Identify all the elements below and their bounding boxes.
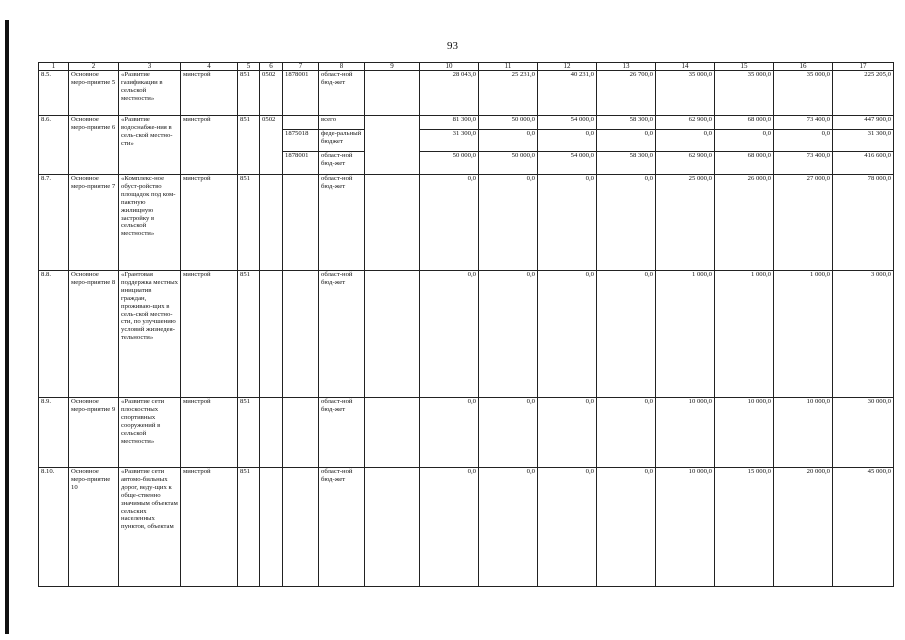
- amount-cell: 10 000,0: [656, 398, 715, 468]
- grbs-code-cell: 851: [238, 468, 260, 587]
- amount-cell: 58 300,0: [597, 152, 656, 175]
- amount-cell: 0,0: [479, 175, 538, 271]
- amount-cell: 0,0: [597, 175, 656, 271]
- amount-cell: 50 000,0: [420, 152, 479, 175]
- column-header: 6: [260, 63, 283, 71]
- amount-cell: 0,0: [538, 271, 597, 398]
- amount-cell: 26 700,0: [597, 71, 656, 116]
- measure-type-cell: Основное меро-приятие 9: [69, 398, 119, 468]
- table-row: [39, 71, 894, 116]
- column-header: 3: [119, 63, 181, 71]
- table-row: [39, 175, 894, 271]
- executor-cell: минстрой: [181, 71, 238, 116]
- column-header: 13: [597, 63, 656, 71]
- amount-cell: 10 000,0: [774, 398, 833, 468]
- rzpr-code-cell: [260, 398, 283, 468]
- amount-cell: 0,0: [597, 398, 656, 468]
- amount-cell: 0,0: [479, 398, 538, 468]
- amount-cell: 1 000,0: [656, 271, 715, 398]
- csr-code-cell: [283, 468, 319, 587]
- amount-cell: 28 043,0: [420, 71, 479, 116]
- item-number-cell: 8.6.: [39, 116, 69, 175]
- column-header: 8: [319, 63, 365, 71]
- amount-cell: 62 900,0: [656, 152, 715, 175]
- empty-column-9-cell: [365, 271, 420, 398]
- grbs-code-cell: 851: [238, 398, 260, 468]
- amount-cell: 54 000,0: [538, 152, 597, 175]
- measure-type-cell: Основное меро-приятие 5: [69, 71, 119, 116]
- table-row: [39, 398, 894, 468]
- empty-column-9-cell: [365, 71, 420, 116]
- measure-name-cell: «Развитие газификации в сельской местности»: [119, 71, 181, 116]
- column-header: 12: [538, 63, 597, 71]
- grbs-code-cell: 851: [238, 175, 260, 271]
- funding-source-cell: област-ной бюд-жет: [319, 175, 365, 271]
- amount-cell: 31 300,0: [420, 130, 479, 152]
- column-number-header: [39, 63, 894, 71]
- amount-cell: 68 000,0: [715, 116, 774, 130]
- rzpr-code-cell: [260, 271, 283, 398]
- page-number: 93: [447, 40, 458, 52]
- table-row: [39, 116, 894, 130]
- column-header: 5: [238, 63, 260, 71]
- amount-cell: 0,0: [479, 271, 538, 398]
- amount-cell: 73 400,0: [774, 116, 833, 130]
- amount-cell: 0,0: [538, 130, 597, 152]
- amount-cell: 0,0: [715, 130, 774, 152]
- amount-cell: 0,0: [479, 468, 538, 587]
- column-header: 16: [774, 63, 833, 71]
- funding-source-cell: област-ной бюд-жет: [319, 398, 365, 468]
- grbs-code-cell: 851: [238, 71, 260, 116]
- amount-cell: 27 000,0: [774, 175, 833, 271]
- amount-cell: 35 000,0: [715, 71, 774, 116]
- amount-cell: 0,0: [479, 130, 538, 152]
- amount-cell: 54 000,0: [538, 116, 597, 130]
- measure-name-cell: «Развитие водоснабже-ния в сель-ской местно-сти»: [119, 116, 181, 175]
- rzpr-code-cell: [260, 468, 283, 587]
- executor-cell: минстрой: [181, 116, 238, 175]
- funding-source-cell: област-ной бюд-жет: [319, 152, 365, 175]
- column-header: 10: [420, 63, 479, 71]
- executor-cell: минстрой: [181, 175, 238, 271]
- amount-cell: 30 000,0: [833, 398, 894, 468]
- measure-name-cell: «Развитие сети плоскостных спортивных сооружений в сельской местности»: [119, 398, 181, 468]
- column-header: 7: [283, 63, 319, 71]
- amount-cell: 3 000,0: [833, 271, 894, 398]
- funding-source-cell: феде-ральный бюджет: [319, 130, 365, 152]
- amount-cell: 31 300,0: [833, 130, 894, 152]
- measure-type-cell: Основное меро-приятие 8: [69, 271, 119, 398]
- measure-name-cell: «Развитие сети автомо-бильных дорог, веду-щих к обще-ственно значимым объектам сельских населенных пунктов, объектам: [119, 468, 181, 587]
- amount-cell: 35 000,0: [774, 71, 833, 116]
- amount-cell: 0,0: [538, 398, 597, 468]
- amount-cell: 0,0: [538, 175, 597, 271]
- csr-code-cell: 1878001: [283, 152, 319, 175]
- amount-cell: 15 000,0: [715, 468, 774, 587]
- amount-cell: 0,0: [420, 271, 479, 398]
- funding-source-cell: област-ной бюд-жет: [319, 468, 365, 587]
- column-header: 15: [715, 63, 774, 71]
- amount-cell: 0,0: [597, 130, 656, 152]
- amount-cell: 0,0: [420, 398, 479, 468]
- amount-cell: 447 900,0: [833, 116, 894, 130]
- amount-cell: 0,0: [597, 271, 656, 398]
- item-number-cell: 8.8.: [39, 271, 69, 398]
- measure-type-cell: Основное меро-приятие 7: [69, 175, 119, 271]
- csr-code-cell: [283, 116, 319, 130]
- empty-column-9-cell: [365, 175, 420, 271]
- amount-cell: 50 000,0: [479, 116, 538, 130]
- amount-cell: 62 900,0: [656, 116, 715, 130]
- item-number-cell: 8.9.: [39, 398, 69, 468]
- amount-cell: 10 000,0: [656, 468, 715, 587]
- funding-source-cell: област-ной бюд-жет: [319, 71, 365, 116]
- rzpr-code-cell: 0502: [260, 71, 283, 116]
- grbs-code-cell: 851: [238, 116, 260, 175]
- csr-code-cell: [283, 271, 319, 398]
- amount-cell: 0,0: [420, 175, 479, 271]
- table-row: [39, 271, 894, 398]
- csr-code-cell: 1878001: [283, 71, 319, 116]
- item-number-cell: 8.5.: [39, 71, 69, 116]
- amount-cell: 45 000,0: [833, 468, 894, 587]
- column-header: 14: [656, 63, 715, 71]
- measure-name-cell: «Комплекс-ное обуст-ройство площадок под ком-пактную жилищную застройку в сельской местности»: [119, 175, 181, 271]
- amount-cell: 25 231,0: [479, 71, 538, 116]
- rzpr-code-cell: [260, 175, 283, 271]
- measure-type-cell: Основное меро-приятие 10: [69, 468, 119, 587]
- executor-cell: минстрой: [181, 398, 238, 468]
- amount-cell: 50 000,0: [479, 152, 538, 175]
- amount-cell: 225 205,0: [833, 71, 894, 116]
- column-header: 9: [365, 63, 420, 71]
- column-header: 1: [39, 63, 69, 71]
- amount-cell: 35 000,0: [656, 71, 715, 116]
- funding-source-cell: област-ной бюд-жет: [319, 271, 365, 398]
- measure-type-cell: Основное меро-приятие 6: [69, 116, 119, 175]
- csr-code-cell: [283, 398, 319, 468]
- budget-table: [38, 62, 894, 587]
- amount-cell: 10 000,0: [715, 398, 774, 468]
- amount-cell: 25 000,0: [656, 175, 715, 271]
- column-header: 11: [479, 63, 538, 71]
- funding-source-cell: всего: [319, 116, 365, 130]
- measure-name-cell: «Грантовая поддержка местных инициатив граждан, проживаю-щих в сель-ской местно-сти, по улучшению условий жизнедея-тельности»: [119, 271, 181, 398]
- table-row: [39, 468, 894, 587]
- amount-cell: 68 000,0: [715, 152, 774, 175]
- amount-cell: 0,0: [538, 468, 597, 587]
- amount-cell: 26 000,0: [715, 175, 774, 271]
- empty-column-9-cell: [365, 468, 420, 587]
- empty-column-9-cell: [365, 116, 420, 175]
- csr-code-cell: 1875018: [283, 130, 319, 152]
- column-header: 17: [833, 63, 894, 71]
- amount-cell: 78 000,0: [833, 175, 894, 271]
- amount-cell: 20 000,0: [774, 468, 833, 587]
- amount-cell: 40 231,0: [538, 71, 597, 116]
- amount-cell: 73 400,0: [774, 152, 833, 175]
- amount-cell: 0,0: [597, 468, 656, 587]
- item-number-cell: 8.7.: [39, 175, 69, 271]
- amount-cell: 0,0: [774, 130, 833, 152]
- rzpr-code-cell: 0502: [260, 116, 283, 175]
- amount-cell: 416 600,0: [833, 152, 894, 175]
- item-number-cell: 8.10.: [39, 468, 69, 587]
- column-header: 2: [69, 63, 119, 71]
- column-header: 4: [181, 63, 238, 71]
- amount-cell: 0,0: [656, 130, 715, 152]
- scan-binding-edge: [5, 20, 9, 634]
- amount-cell: 81 300,0: [420, 116, 479, 130]
- amount-cell: 58 300,0: [597, 116, 656, 130]
- executor-cell: минстрой: [181, 468, 238, 587]
- amount-cell: 0,0: [420, 468, 479, 587]
- executor-cell: минстрой: [181, 271, 238, 398]
- csr-code-cell: [283, 175, 319, 271]
- amount-cell: 1 000,0: [774, 271, 833, 398]
- grbs-code-cell: 851: [238, 271, 260, 398]
- amount-cell: 1 000,0: [715, 271, 774, 398]
- empty-column-9-cell: [365, 398, 420, 468]
